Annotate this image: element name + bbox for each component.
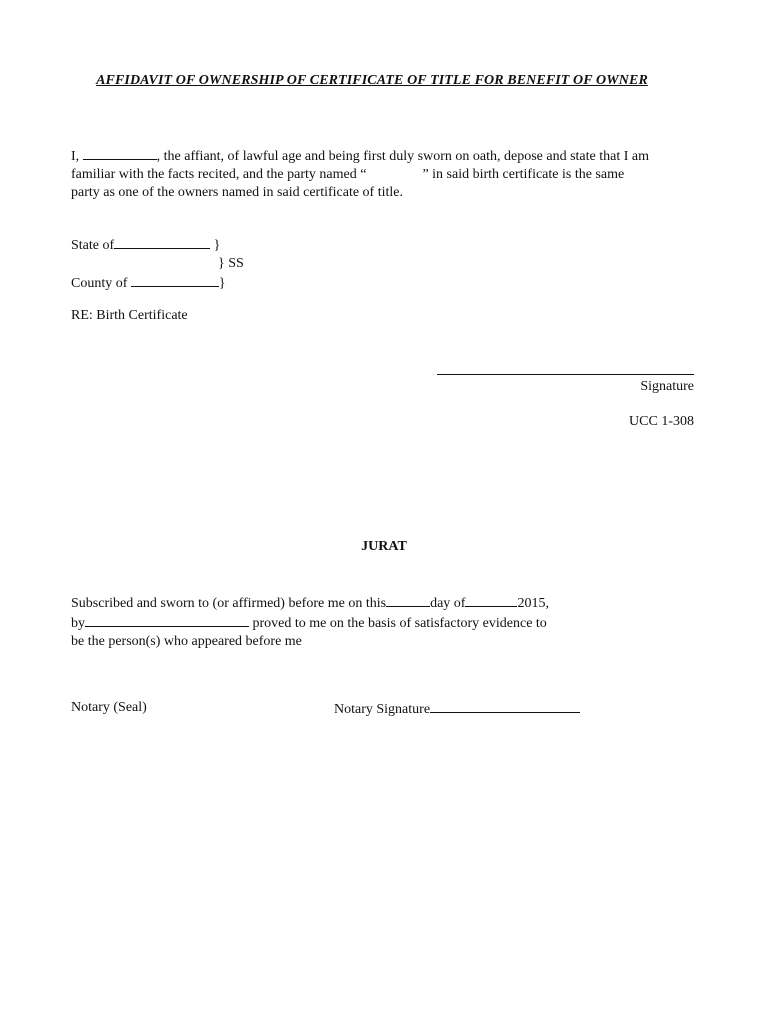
notary-signature-label: Notary Signature [334,702,431,717]
state-blank[interactable] [114,235,210,249]
document-title: AFFIDAVIT OF OWNERSHIP OF CERTIFICATE OF TITLE FOR BENEFIT OF OWNER [96,73,648,88]
notary-signature-blank[interactable] [430,699,580,713]
venue-block [71,235,711,293]
signature-label: Signature [640,379,694,394]
affiant-name-blank[interactable] [83,146,157,160]
county-line: County of } [71,273,711,293]
person-name-blank[interactable] [85,613,249,627]
ss-line: } SS [218,256,244,271]
ucc-reference: UCC 1-308 [629,414,694,429]
intro-paragraph [71,146,711,202]
intro-line-1: I, , the affiant, of lawful age and being first duly sworn on oath, depose and state that I am [71,146,711,166]
intro-line-2: familiar with the facts recited, and the party named “ ” in said birth certificate is the same [71,167,625,182]
state-line: State of } [71,235,711,255]
notary-seal-label: Notary (Seal) [71,700,147,715]
jurat-line-1: Subscribed and sworn to (or affirmed) before me on this day of 2015, [71,593,711,613]
jurat-line-2: by proved to me on the basis of satisfactory evidence to [71,613,711,633]
jurat-line-3: be the person(s) who appeared before me [71,634,302,649]
intro-line-3: party as one of the owners named in said certificate of title. [71,185,403,200]
affiant-signature-line[interactable] [437,374,694,375]
notary-signature-field [334,699,634,719]
month-blank[interactable] [465,593,517,607]
jurat-paragraph [71,593,711,651]
county-blank[interactable] [131,273,219,287]
day-blank[interactable] [386,593,430,607]
jurat-heading: JURAT [361,539,407,554]
re-line: RE: Birth Certificate [71,308,188,323]
